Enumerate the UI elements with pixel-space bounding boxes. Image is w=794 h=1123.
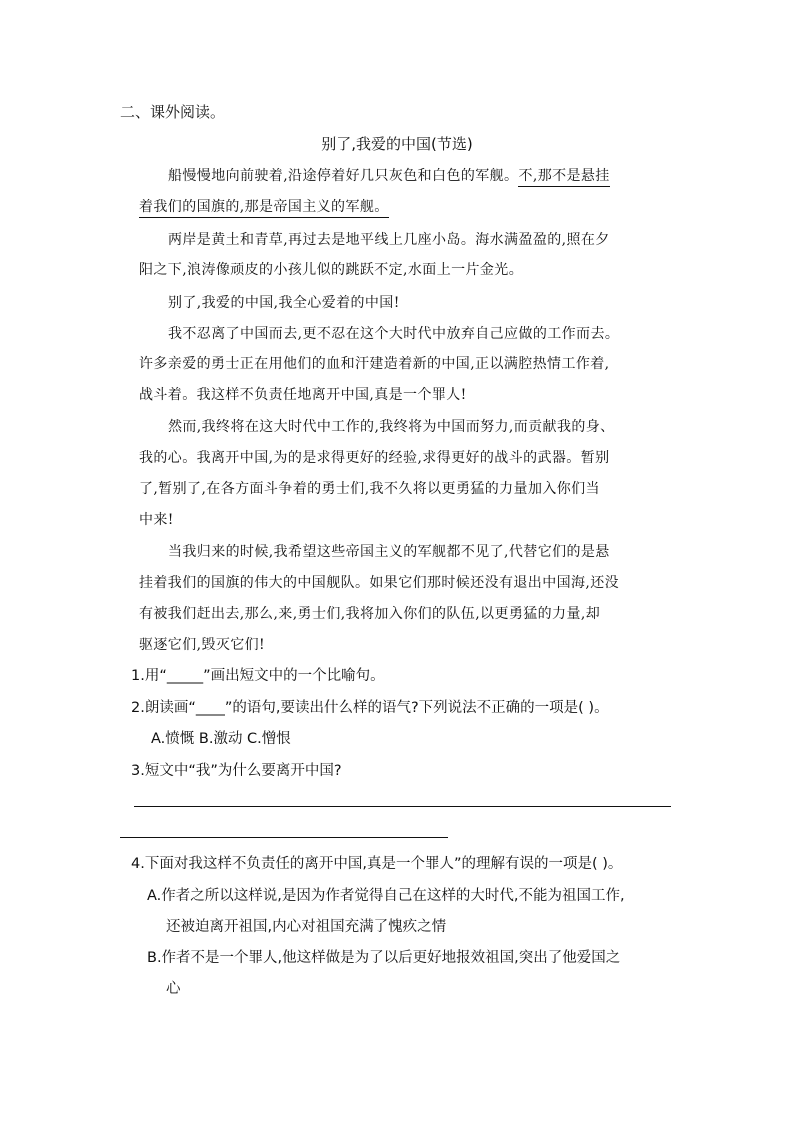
passage-line: 两岸是黄土和青草,再过去是地平线上几座小岛。海水满盈盈的,照在夕 (168, 232, 610, 248)
passage-line: 然而,我终将在这大时代中工作的,我终将为中国而努力,而贡献我的身、 (168, 419, 615, 435)
passage-line: 有被我们赶出去,那么,来,勇士们,我将加入你们的队伍,以更勇猛的力量,却 (139, 606, 601, 622)
question-3: 3.短文中“我”为什么要离开中国? (131, 763, 342, 779)
question-4-option-b: B.作者不是一个罪人,他这样做是为了以后更好地报效祖国,突出了他爱国之 (147, 950, 621, 966)
passage-line: 我的心。我离开中国,为的是求得更好的经验,求得更好的战斗的武器。暂别 (139, 450, 610, 466)
answer-line[interactable] (134, 806, 671, 807)
passage-line: 驱逐它们,毁灭它们! (139, 637, 266, 653)
underlined-sentence: 不,那不是悬挂 (518, 168, 609, 187)
passage-line: 我不忍离了中国而去,更不忍在这个大时代中放弃自己应做的工作而去。 (168, 326, 620, 342)
passage-title: 别了,我爱的中国(节选) (321, 135, 473, 153)
underlined-sentence: 着我们的国旗的,那是帝国主义的军舰。 (139, 199, 389, 218)
passage-line: 战斗着。我这样不负责任地离开中国,真是一个罪人! (139, 387, 467, 403)
passage-line: 许多亲爱的勇士正在用他们的血和汗建造着新的中国,正以满腔热情工作着, (139, 356, 610, 372)
question-4-option-a-cont: 还被迫离开祖国,内心对祖国充满了愧疚之情 (166, 919, 447, 935)
answer-line[interactable] (120, 837, 448, 838)
question-1: 1.用“_____”画出短文中的一个比喻句。 (131, 668, 385, 684)
question-4: 4.下面对我这样不负责任的离开中国,真是一个罪人”的理解有误的一项是( )。 (131, 856, 623, 872)
passage-line (139, 196, 389, 216)
passage-line: 别了,我爱的中国,我全心爱着的中国! (168, 295, 400, 311)
question-2-options: A.愤慨 B.激动 C.憎恨 (151, 731, 291, 747)
question-2: 2.朗读画“____”的语句,要读出什么样的语气?下列说法不正确的一项是( )。 (131, 700, 609, 716)
passage-line: 阳之下,浪涛像顽皮的小孩儿似的跳跃不定,水面上一片金光。 (139, 262, 524, 278)
question-4-option-b-cont: 心 (166, 981, 181, 997)
passage-line (168, 165, 610, 185)
passage-line: 了,暂别了,在各方面斗争着的勇士们,我不久将以更勇猛的力量加入你们当 (139, 481, 600, 497)
passage-line: 当我归来的时候,我希望这些帝国主义的军舰都不见了,代替它们的是悬 (168, 544, 610, 560)
passage-line: 中来! (139, 512, 174, 528)
section-heading: 二、课外阅读。 (120, 103, 226, 121)
question-4-option-a: A.作者之所以这样说,是因为作者觉得自己在这样的大时代,不能为祖国工作, (147, 888, 625, 904)
passage-text: 船慢慢地向前驶着,沿途停着好几只灰色和白色的军舰。 (168, 168, 519, 184)
passage-line: 挂着我们的国旗的伟大的中国舰队。如果它们那时候还没有退出中国海,还没 (139, 575, 620, 591)
